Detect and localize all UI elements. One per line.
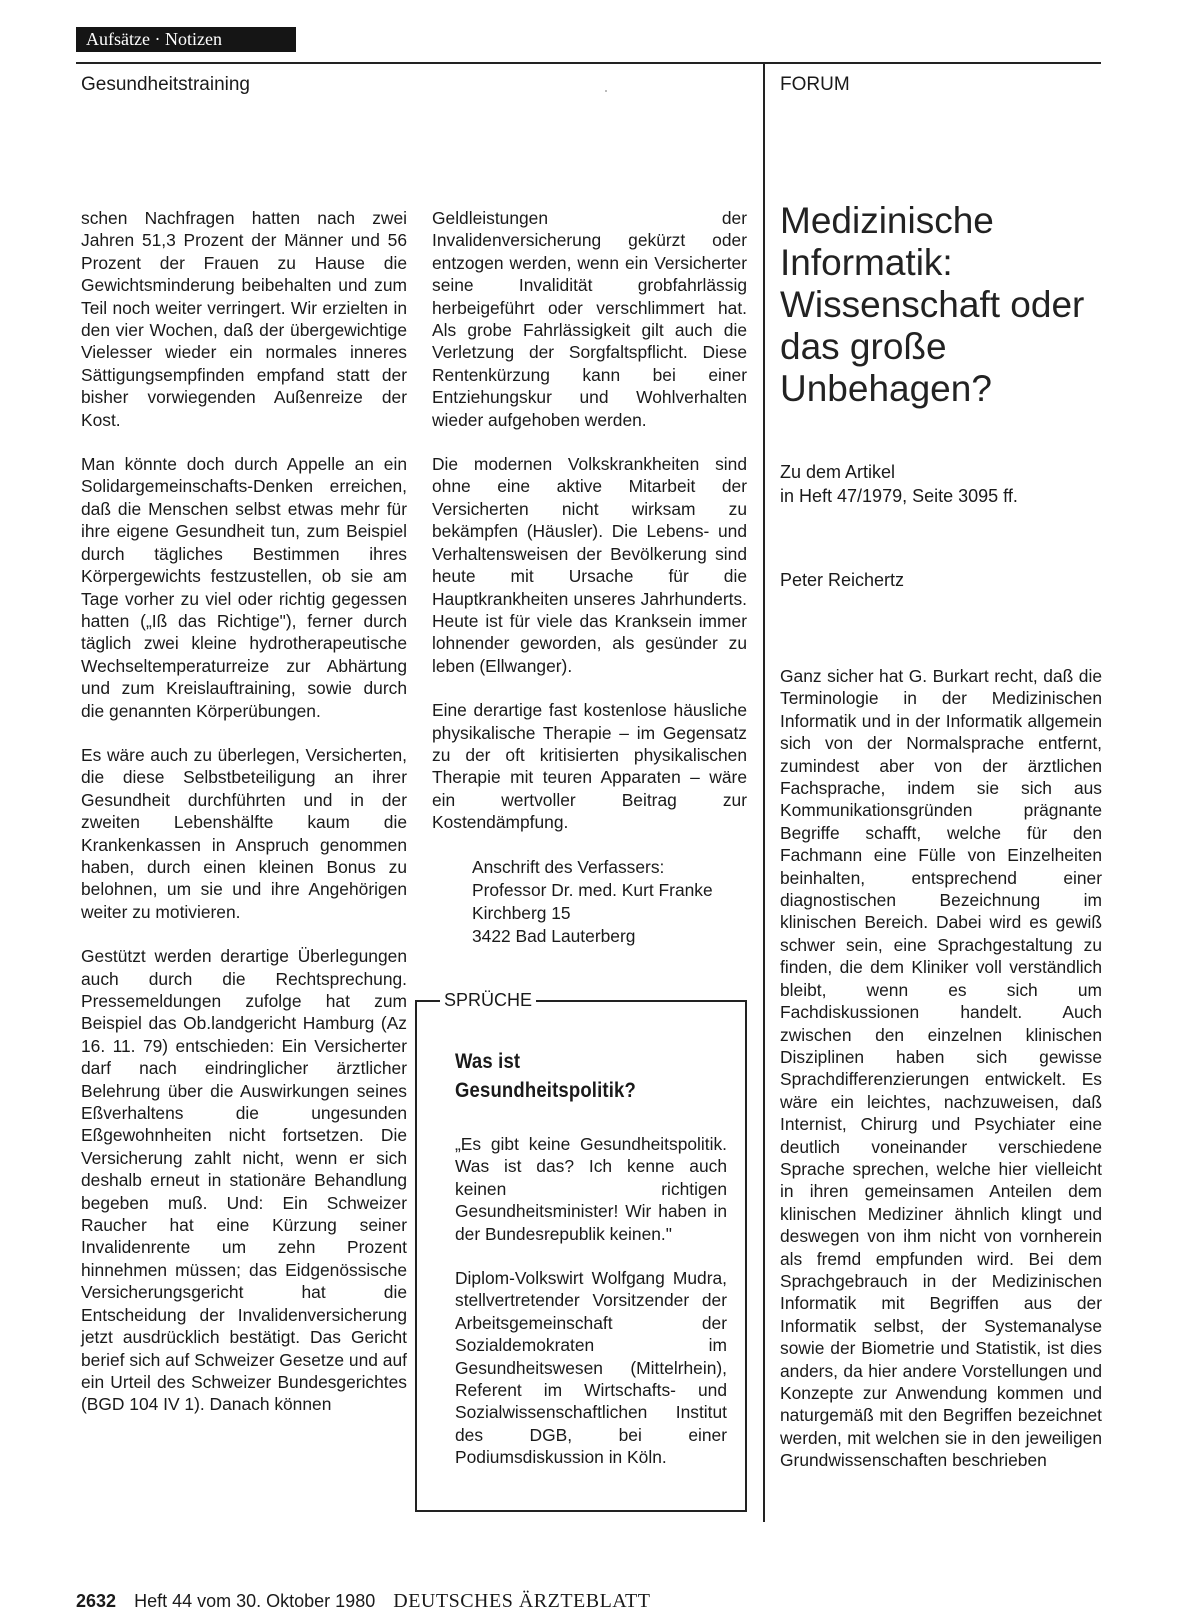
paragraph: Ganz sicher hat G. Burkart recht, daß die Terminologie in der Medizinischen Informatik und in der Informatik allgemein sich von der Normalsprache entfernt, zumindest aber von der ärztlichen Fachsprache, indem sie sich aus Kommunikationsgründen prägnante Begriffe schafft, welche für den Fachmann eine Fülle von Einzelheiten beinhalten, entsprechend einer diagnostischen Bezeichnung im klinischen Bereich. Dabei wird es gewiß schwer sein, eine Sprachgestaltung zu finden, die dem Kliniker voll verständlich bleibt, wenn es sich um Fachdiskussionen handelt. Auch zwischen den einzelnen klinischen Disziplinen haben sich gewisse Sprachdifferenzierungen entwickelt. Es wäre ein leichtes, nachzuweisen, daß Internist, Chirurg und Psychiater eine deutlich voneinander verschiedene Sprache sprechen, welche hier vielleicht in ihren gemeinsamen Anteilen dem klinischen Mediziner ähnlich klingt und deswegen von ihm nicht von vornherein als fremd empfunden wird. Bei dem Sprachgebrauch in der Medizinischen Informatik mit Begriffen aus der Informatik selbst, der Systemanalyse sowie der Biometrie und Statistik, ist dies anders, da hier andere Vorstellungen und Konzepte zur Anwendung kommen und naturgemäß mit den Begriffen bezeichnet werden, mit welchen sie in den jeweiligen Grundwissenschaften beschrieben (780, 666, 1102, 1471)
page-footer (76, 1590, 650, 1613)
issue-info: Heft 44 vom 30. Oktober 1980 (134, 1591, 376, 1611)
paragraph: Die modernen Volkskrankheiten sind ohne eine aktive Mitarbeit der Versicherten nicht wirksam zu bekämpfen (Häusler). Die Lebens- und Verhaltensweisen der Bevölkerung sind heute mit Ursache für die Hauptkrankheiten unseres Jahrhunderts. Heute ist für viele das Kranksein immer lohnender geworden, als gesünder zu leben (Ellwanger). (432, 454, 747, 676)
address-line: Kirchberg 15 (472, 902, 571, 923)
paragraph: Eine derartige fast kostenlose häusliche physikalische Therapie – im Gegensatz zu der oft kritisierten physikalischen Therapie mit teuren Apparaten – wäre ein wertvoller Beitrag zur Kostendämpfung. (432, 700, 747, 833)
right-running-head: FORUM (780, 74, 850, 95)
sprueche-quote: „Es gibt keine Gesundheitspolitik. Was ist das? Ich kenne auch keinen richtigen Gesundheitsminister! Wir haben in der Bundesrepublik keinen." (455, 1134, 727, 1244)
journal-name: DEUTSCHES ÄRZTEBLATT (393, 1590, 651, 1612)
forum-subtitle (780, 460, 1100, 508)
paragraph: schen Nachfragen hatten nach zwei Jahren 51,3 Prozent der Männer und 56 Prozent der Frauen zu Hause die Gewichtsminderung beibehalten und zum Teil noch weiter verringert. Wir erzielten in den vier Wochen, daß der übergewichtige Vielesser wieder ein normales inneres Sättigungsempfinden empfand statt der bisher vorwiegenden Außenreize der Kost. (81, 208, 407, 430)
sprueche-body (455, 1133, 727, 1491)
paragraph: Gestützt werden derartige Überlegungen auch durch die Rechtsprechung. Pressemeldungen zufolge hat zum Beispiel das Ob.landgericht Hamburg (Az 16. 11. 79) entschieden: Ein Versicherter darf nach eindringlicher ärztlicher Belehrung über die Auswirkungen seines Eßverhaltens die ungesunden Eßgewohnheiten nicht fortsetzen. Die Versicherung zahlt nicht, wenn er sich deshalb erneut in stationäre Behandlung begeben muß. Und: Ein Schweizer Raucher hat eine Kürzung seiner Invalidenrente um zehn Prozent hinnehmen müssen; das Eidgenössische Versicherungsgericht hat die Entscheidung der Invalidenversicherung jetzt ausdrücklich bestätigt. Das Gericht berief sich auf Schweizer Gesetze und auf ein Urteil des Schweizer Bundesgerichtes (BGD 104 IV 1). Danach können (81, 946, 407, 1415)
paragraph: Man könnte doch durch Appelle an ein Solidargemeinschafts-Denken erreichen, daß die Menschen selbst etwas mehr für ihre eigene Gesundheit tun, zum Beispiel durch tägliches Bestimmen ihres Körpergewichts festzustellen, ob sie am Tage vorher zu viel oder richtig gegessen hatten („Iß das Richtige"), ferner durch täglich zwei kleine hydrotherapeutische Wechseltemperaturreize zur Abhärtung und zum Kreislauftraining, sowie durch die genannten Körperübungen. (81, 454, 407, 721)
column-divider (763, 62, 765, 1522)
subtitle-line: Zu dem Artikel (780, 462, 896, 482)
header-rule (76, 62, 1101, 64)
scan-speck (605, 90, 607, 92)
forum-author: Peter Reichertz (780, 570, 905, 590)
sprueche-title: Was ist Gesundheitspolitik? (455, 1050, 636, 1102)
left-running-head: Gesundheitstraining (81, 74, 250, 95)
section-tab: Aufsätze · Notizen (76, 27, 296, 52)
forum-body (780, 665, 1102, 1494)
article-column-2 (432, 207, 747, 968)
paragraph: Geldleistungen der Invalidenversicherung gekürzt oder entzogen werden, wenn ein Versicherter seine Invalidität grobfahrlässig herbeigeführt oder verschlimmert hat. Als grobe Fahrlässigkeit gilt auch die Verletzung der Sorgfaltspflicht. Diese Rentenkürzung kann bei einer Entziehungskur und Wohlverhalten wieder aufgehoben werden. (432, 208, 747, 430)
article-column-1 (81, 207, 407, 1438)
page-number: 2632 (76, 1591, 117, 1611)
paragraph: Es wäre auch zu überlegen, Versicherten, die diese Selbstbeteiligung an ihrer Gesundheit durchführten und in der zweiten Lebenshälfte kaum die Krankenkassen in Anspruch genommen haben, durch einen kleinen Bonus zu belohnen, um sie und ihre Angehörigen weiter zu motivieren. (81, 744, 407, 922)
sprueche-source: Diplom-Volkswirt Wolfgang Mudra, stellvertretender Vorsitzender der Arbeitsgemeinschaft der Sozialdemokraten im Gesundheitswesen (Mittelrhein), Referent im Wirtschafts- und Sozialwissenschaftlichen Institut des DGB, bei einer Podiumsdiskussion in Köln. (455, 1268, 727, 1468)
address-line: Anschrift des Verfassers: (472, 856, 665, 877)
sprueche-label: SPRÜCHE (440, 990, 536, 1011)
author-address (472, 856, 747, 948)
subtitle-line: in Heft 47/1979, Seite 3095 ff. (780, 486, 1018, 506)
address-line: Professor Dr. med. Kurt Franke (472, 879, 713, 900)
address-line: 3422 Bad Lauterberg (472, 925, 636, 946)
forum-headline: Medizinische Informatik: Wissenschaft oder das große Unbehagen? (780, 200, 1085, 409)
